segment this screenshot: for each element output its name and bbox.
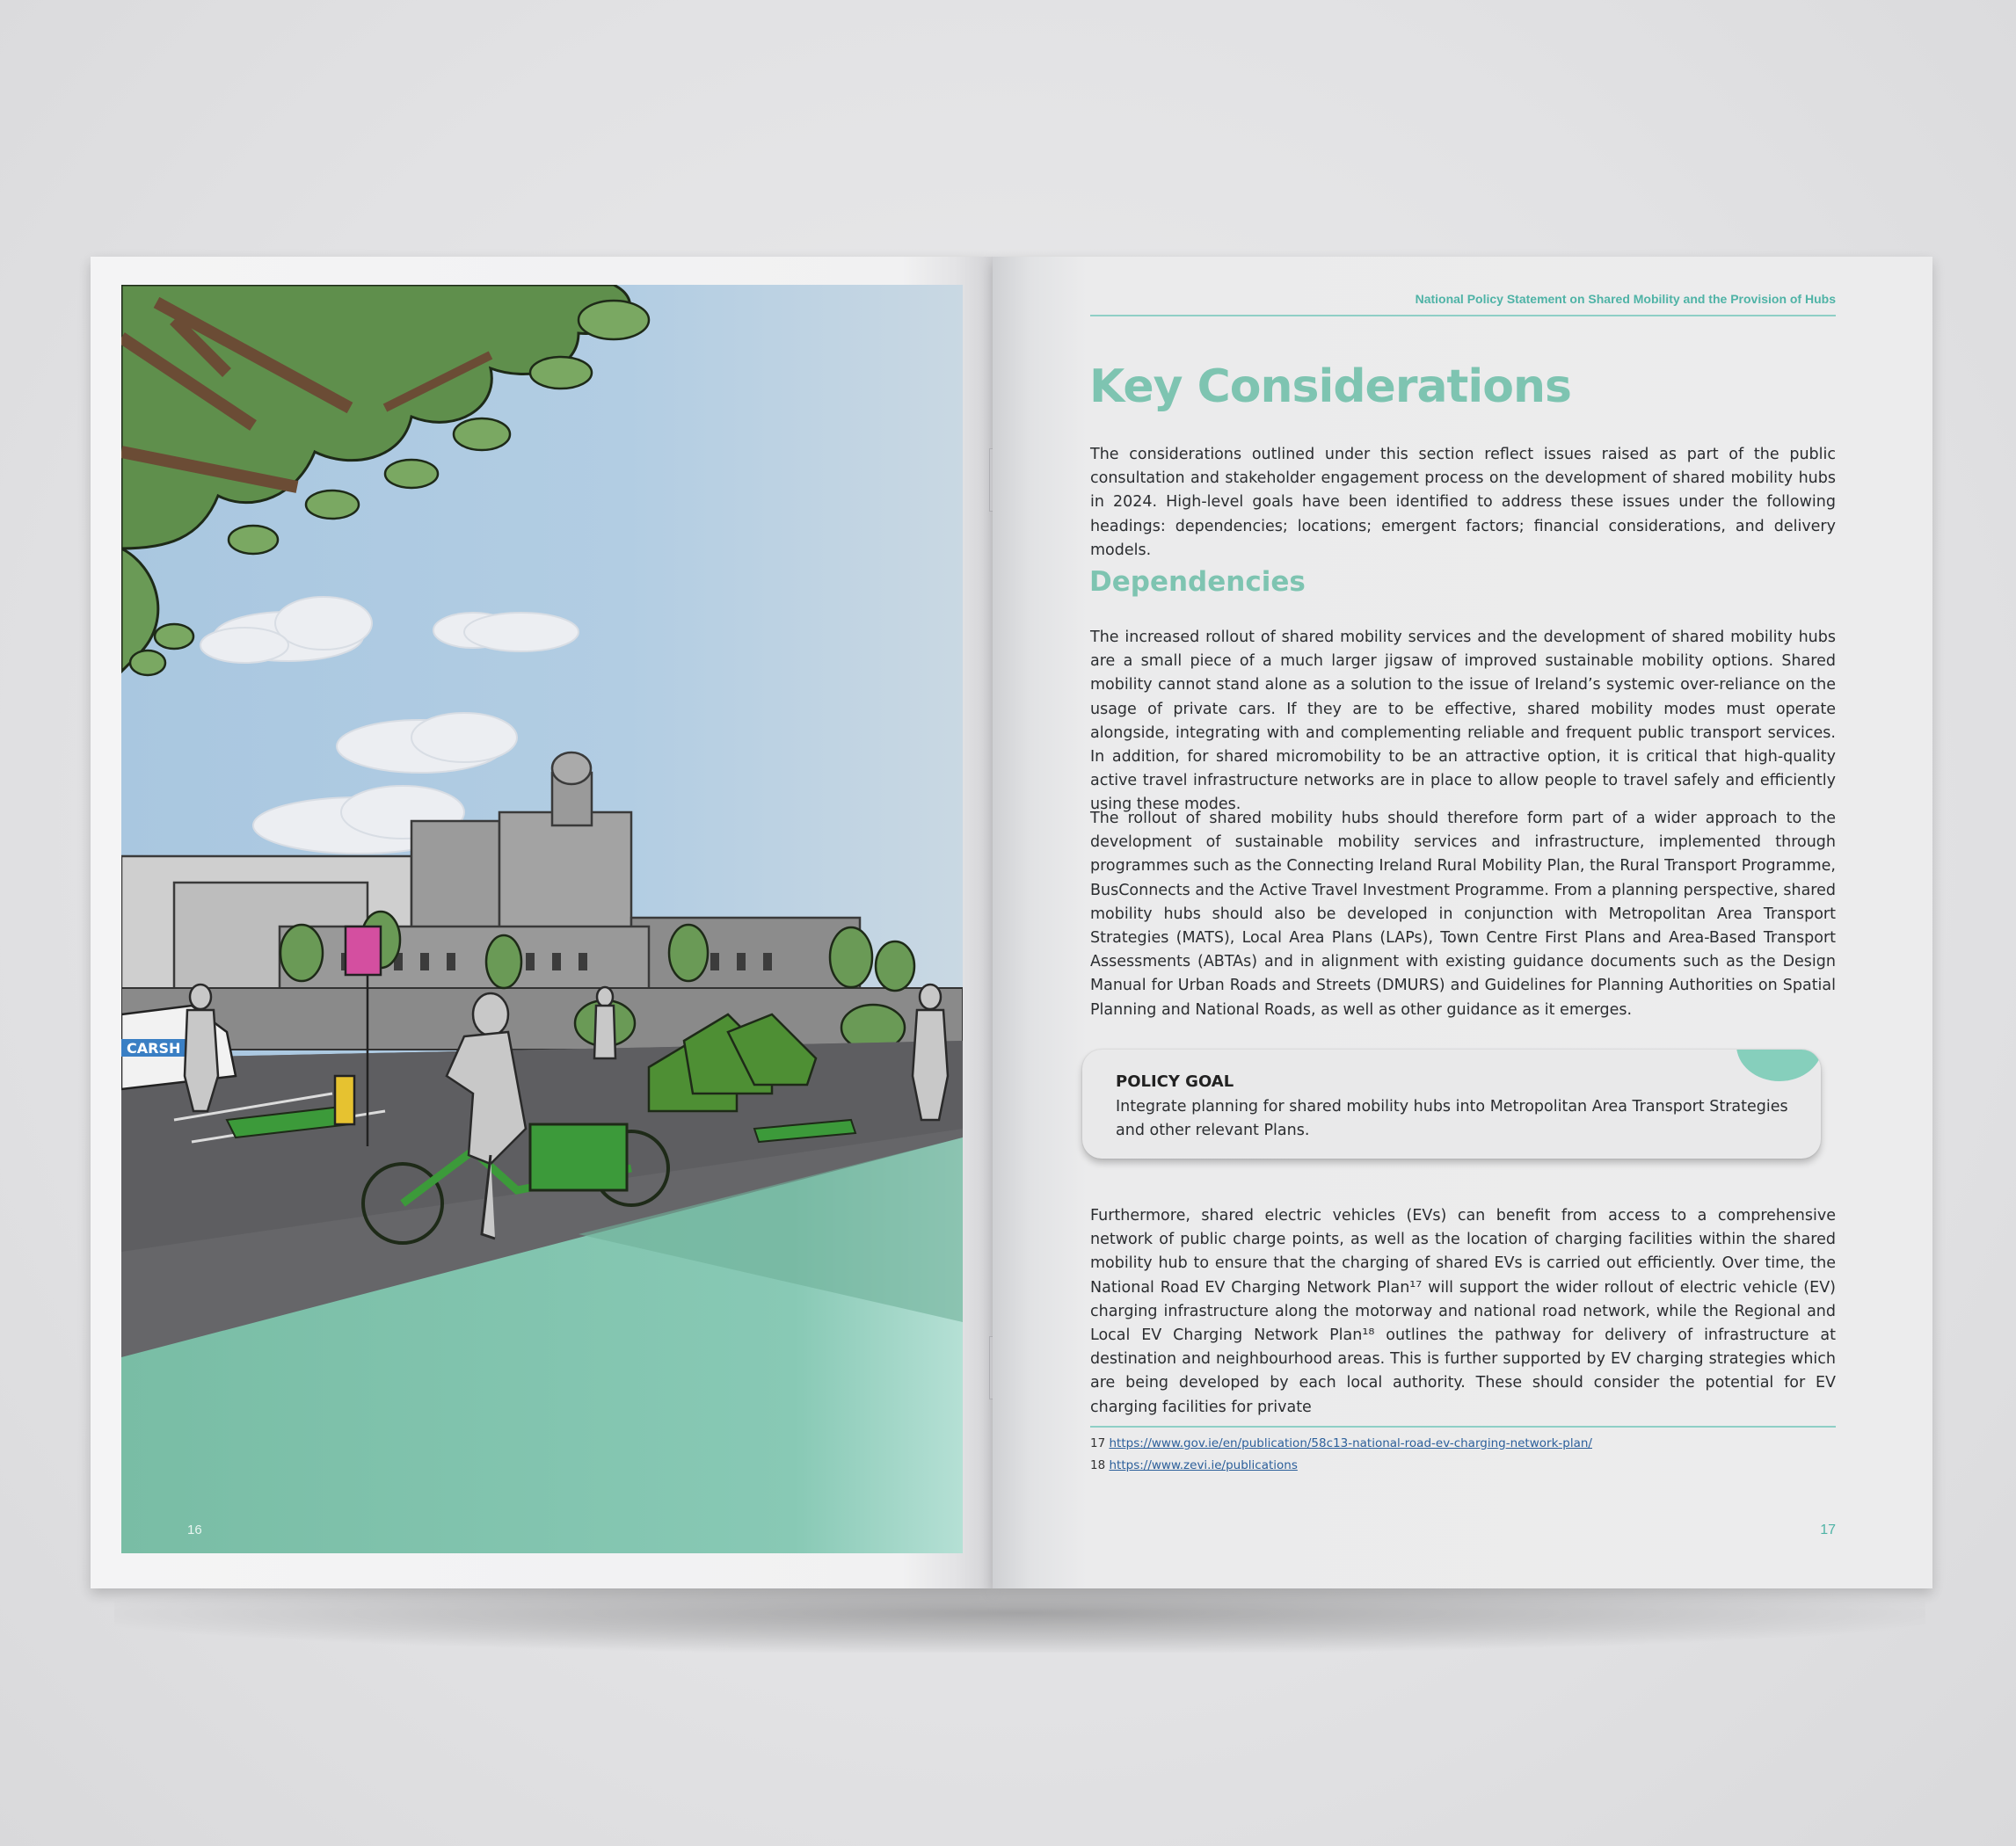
footnote-18 xyxy=(1090,1458,1298,1472)
policy-goal-label: POLICY GOAL xyxy=(1116,1072,1234,1091)
policy-goal-box xyxy=(1082,1050,1821,1159)
header-rule xyxy=(1090,315,1836,316)
carshare-sign-text: CARSH xyxy=(127,1040,181,1057)
footnote-number: 17 xyxy=(1090,1436,1106,1450)
section-heading-dependencies: Dependencies xyxy=(1089,566,1306,598)
footnote-number: 18 xyxy=(1090,1458,1106,1472)
street-illustration xyxy=(121,285,963,1553)
policy-goal-accent xyxy=(1736,1050,1821,1081)
policy-goal-text: Integrate planning for shared mobility hubs into Metropolitan Area Transport Strategies and other relevant Plans. xyxy=(1116,1098,1788,1139)
left-page xyxy=(91,257,993,1588)
right-page xyxy=(993,257,1932,1588)
footnote-link-17[interactable]: https://www.gov.ie/en/publication/58c13-national-road-ev-charging-network-plan/ xyxy=(1109,1436,1592,1450)
footnote-rule xyxy=(1090,1426,1836,1428)
dependencies-paragraph-1: The increased rollout of shared mobility services and the development of shared mobility hubs are a small piece of a much larger jigsaw of improved sustainable mobility options. Shared mobility cannot stand alone as a solution to the issue of Ireland’s systemic over-reliance on the usage of private cars. If they are to be effective, shared mobility modes must operate alongside, integrating with and complementing reliable and frequent public transport services. In addition, for shared micromobility to be an attractive option, it is critical that high-quality active travel infrastructure networks are in place to allow people to travel safely and efficiently using these modes. xyxy=(1090,629,1836,814)
footnote-17 xyxy=(1090,1436,1592,1450)
intro-paragraph: The considerations outlined under this section reflect issues raised as part of the public consultation and stakeholder engagement process on the development of shared mobility hubs in 2024. High-level goals have been identified to address these issues under the following headings: dependencies; locations; emergent factors; financial considerations, and delivery models. xyxy=(1090,446,1836,559)
footnote-link-18[interactable]: https://www.zevi.ie/publications xyxy=(1109,1458,1298,1472)
page-title: Key Considerations xyxy=(1089,360,1571,413)
dependencies-paragraph-2: The rollout of shared mobility hubs should therefore form part of a wider approach to the development of sustainable mobility services and infrastructure, implemented through programmes such as the Connecting Ireland Rural Mobility Plan, the Rural Transport Programme, BusConnects and the Active Travel Investment Programme. From a planning perspective, shared mobility hubs should also be developed in conjunction with Metropolitan Area Transport Strategies (MATS), Local Area Plans (LAPs), Town Centre First Plans and Area-Based Transport Assessments (ABTAs) and in alignment with existing guidance documents such as the Design Manual for Urban Roads and Streets (DMURS) and Guidelines for Planning Authorities on Spatial Planning and National Roads, as well as other guidance as it emerges. xyxy=(1090,810,1836,1019)
dependencies-paragraph-3: Furthermore, shared electric vehicles (EVs) can benefit from access to a comprehensive network of public charge points, as well as the location of charging facilities within the shared mobility hub to ensure that the charging of shared EVs is carried out efficiently. Over time, the National Road EV Charging Network Plan¹⁷ will support the wider rollout of electric vehicle (EV) charging infrastructure along the motorway and national road network, while the Regional and Local EV Charging Network Plan¹⁸ outlines the pathway for delivery of infrastructure at destination and neighbourhood areas. This is further supported by EV charging strategies which are being developed by each local authority. These should consider the potential for EV charging facilities for private xyxy=(1090,1207,1836,1416)
page-number-right: 17 xyxy=(1820,1523,1836,1537)
running-head: National Policy Statement on Shared Mobility and the Provision of Hubs xyxy=(1415,292,1836,306)
page-number-left: 16 xyxy=(187,1523,202,1537)
